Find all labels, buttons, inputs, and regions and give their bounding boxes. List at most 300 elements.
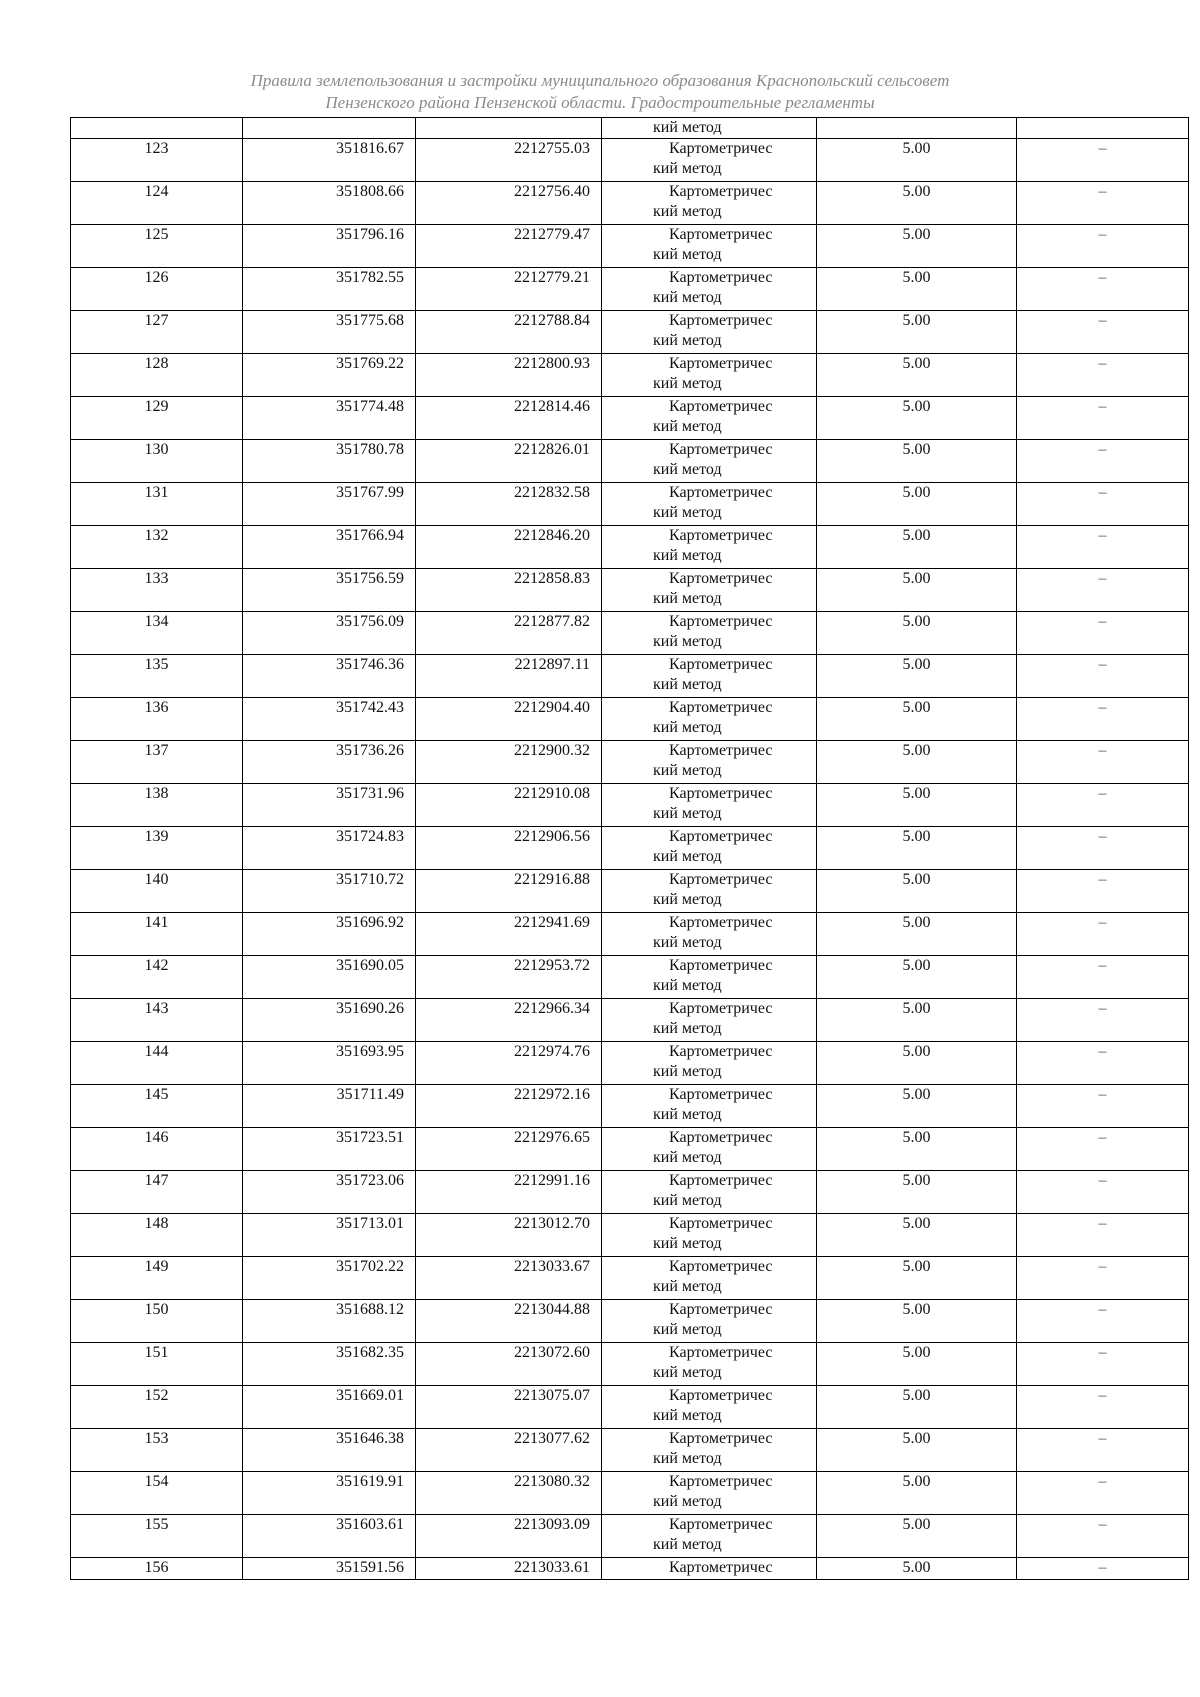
note-cell: – — [1017, 956, 1189, 999]
method-cell — [602, 268, 817, 311]
method-cell — [602, 870, 817, 913]
point-number-cell: 146 — [71, 1128, 243, 1171]
precision-cell: 5.00 — [817, 1429, 1017, 1472]
point-number-cell: 132 — [71, 526, 243, 569]
x-coordinate-cell: 351693.95 — [243, 1042, 416, 1085]
y-coordinate-cell: 2213012.70 — [416, 1214, 602, 1257]
method-cell — [602, 956, 817, 999]
note-cell: – — [1017, 1085, 1189, 1128]
method-text-line-1: Картометричес — [669, 613, 773, 630]
method-text-line-2: кий метод — [653, 1106, 722, 1123]
y-coordinate-cell: 2212832.58 — [416, 483, 602, 526]
method-text-line-1: Картометричес — [669, 1473, 773, 1490]
y-coordinate-cell: 2212779.47 — [416, 225, 602, 268]
method-text-line-1: Картометричес — [669, 871, 773, 888]
table-row — [71, 1300, 1189, 1343]
method-cell — [602, 354, 817, 397]
table-row — [71, 956, 1189, 999]
table-row — [71, 1214, 1189, 1257]
x-coordinate-cell: 351766.94 — [243, 526, 416, 569]
point-number-cell: 156 — [71, 1558, 243, 1580]
x-coordinate-cell: 351774.48 — [243, 397, 416, 440]
note-cell: – — [1017, 397, 1189, 440]
method-cell — [602, 1343, 817, 1386]
note-cell: – — [1017, 1472, 1189, 1515]
method-text-line-2: кий метод — [653, 547, 722, 564]
note-cell: – — [1017, 1386, 1189, 1429]
table-row — [71, 1515, 1189, 1558]
precision-cell: 5.00 — [817, 999, 1017, 1042]
x-coordinate-cell: 351723.51 — [243, 1128, 416, 1171]
point-number-cell: 147 — [71, 1171, 243, 1214]
table-row — [71, 483, 1189, 526]
table-row — [71, 139, 1189, 182]
x-coordinate-cell: 351724.83 — [243, 827, 416, 870]
x-coordinate-cell: 351742.43 — [243, 698, 416, 741]
table-row — [71, 999, 1189, 1042]
cell-empty — [243, 118, 416, 139]
point-number-cell: 144 — [71, 1042, 243, 1085]
continued-method-cell — [602, 118, 817, 139]
y-coordinate-cell: 2212858.83 — [416, 569, 602, 612]
x-coordinate-cell: 351736.26 — [243, 741, 416, 784]
method-text-line-1: Картометричес — [669, 1129, 773, 1146]
x-coordinate-cell: 351816.67 — [243, 139, 416, 182]
method-text-line-1: Картометричес — [669, 1430, 773, 1447]
x-coordinate-cell: 351619.91 — [243, 1472, 416, 1515]
x-coordinate-cell: 351769.22 — [243, 354, 416, 397]
method-cell — [602, 483, 817, 526]
x-coordinate-cell: 351775.68 — [243, 311, 416, 354]
table-row — [71, 870, 1189, 913]
y-coordinate-cell: 2212953.72 — [416, 956, 602, 999]
method-cell — [602, 569, 817, 612]
method-text-line-1: Картометричес — [669, 828, 773, 845]
y-coordinate-cell: 2212966.34 — [416, 999, 602, 1042]
note-cell: – — [1017, 311, 1189, 354]
point-number-cell: 128 — [71, 354, 243, 397]
method-text-line-2: кий метод — [653, 1493, 722, 1510]
point-number-cell: 153 — [71, 1429, 243, 1472]
y-coordinate-cell: 2212814.46 — [416, 397, 602, 440]
y-coordinate-cell: 2212779.21 — [416, 268, 602, 311]
method-text-line-1: Картометричес — [669, 957, 773, 974]
method-text-line-1: Картометричес — [669, 1086, 773, 1103]
precision-cell: 5.00 — [817, 440, 1017, 483]
note-cell: – — [1017, 1558, 1189, 1580]
precision-cell: 5.00 — [817, 354, 1017, 397]
method-cell — [602, 1386, 817, 1429]
method-text-line-1: Картометричес — [669, 527, 773, 544]
method-cell — [602, 1171, 817, 1214]
y-coordinate-cell: 2212991.16 — [416, 1171, 602, 1214]
method-text-line-1: Картометричес — [669, 1344, 773, 1361]
method-text-line-2: кий метод — [653, 289, 722, 306]
precision-cell: 5.00 — [817, 268, 1017, 311]
method-text-line-2: кий метод — [653, 246, 722, 263]
note-cell: – — [1017, 913, 1189, 956]
point-number-cell: 130 — [71, 440, 243, 483]
note-cell: – — [1017, 1515, 1189, 1558]
precision-cell: 5.00 — [817, 1300, 1017, 1343]
note-cell: – — [1017, 870, 1189, 913]
note-cell: – — [1017, 741, 1189, 784]
x-coordinate-cell: 351746.36 — [243, 655, 416, 698]
precision-cell: 5.00 — [817, 612, 1017, 655]
method-text-line-2: кий метод — [653, 1407, 722, 1424]
y-coordinate-cell: 2212877.82 — [416, 612, 602, 655]
method-text-line-2: кий метод — [653, 719, 722, 736]
x-coordinate-cell: 351603.61 — [243, 1515, 416, 1558]
note-cell: – — [1017, 1128, 1189, 1171]
point-number-cell: 149 — [71, 1257, 243, 1300]
y-coordinate-cell: 2212976.65 — [416, 1128, 602, 1171]
x-coordinate-cell: 351682.35 — [243, 1343, 416, 1386]
x-coordinate-cell: 351713.01 — [243, 1214, 416, 1257]
point-number-cell: 143 — [71, 999, 243, 1042]
table-row — [71, 268, 1189, 311]
note-cell: – — [1017, 1257, 1189, 1300]
precision-cell: 5.00 — [817, 1386, 1017, 1429]
note-cell: – — [1017, 569, 1189, 612]
table-row — [71, 655, 1189, 698]
note-cell: – — [1017, 1042, 1189, 1085]
y-coordinate-cell: 2212910.08 — [416, 784, 602, 827]
precision-cell: 5.00 — [817, 526, 1017, 569]
x-coordinate-cell: 351767.99 — [243, 483, 416, 526]
table-row — [71, 1343, 1189, 1386]
method-text-line-2: кий метод — [653, 332, 722, 349]
y-coordinate-cell: 2212906.56 — [416, 827, 602, 870]
y-coordinate-cell: 2212846.20 — [416, 526, 602, 569]
method-cell — [602, 698, 817, 741]
table-row — [71, 440, 1189, 483]
note-cell: – — [1017, 354, 1189, 397]
method-text-line-2: кий метод — [653, 1364, 722, 1381]
y-coordinate-cell: 2212916.88 — [416, 870, 602, 913]
table-row — [71, 225, 1189, 268]
precision-cell: 5.00 — [817, 784, 1017, 827]
x-coordinate-cell: 351808.66 — [243, 182, 416, 225]
precision-cell: 5.00 — [817, 483, 1017, 526]
table-row — [71, 1558, 1189, 1580]
x-coordinate-cell: 351669.01 — [243, 1386, 416, 1429]
y-coordinate-cell: 2213080.32 — [416, 1472, 602, 1515]
header-line-2: Пензенского района Пензенской области. Градостроительные регламенты — [325, 93, 875, 112]
method-text-line-2: кий метод — [653, 848, 722, 865]
y-coordinate-cell: 2213077.62 — [416, 1429, 602, 1472]
table-row — [71, 1171, 1189, 1214]
point-number-cell: 154 — [71, 1472, 243, 1515]
note-cell: – — [1017, 440, 1189, 483]
note-cell: – — [1017, 1300, 1189, 1343]
precision-cell: 5.00 — [817, 1128, 1017, 1171]
method-text-line-1: Картометричес — [669, 1215, 773, 1232]
table-row — [71, 827, 1189, 870]
method-text-line-1: Картометричес — [669, 1000, 773, 1017]
x-coordinate-cell: 351756.59 — [243, 569, 416, 612]
method-text-line-2: кий метод — [653, 1450, 722, 1467]
method-text-line-2: кий метод — [653, 1321, 722, 1338]
y-coordinate-cell: 2213093.09 — [416, 1515, 602, 1558]
table-row — [71, 526, 1189, 569]
note-cell: – — [1017, 1214, 1189, 1257]
method-cell — [602, 784, 817, 827]
method-text-line-2: кий метод — [653, 805, 722, 822]
y-coordinate-cell: 2212941.69 — [416, 913, 602, 956]
precision-cell: 5.00 — [817, 1515, 1017, 1558]
x-coordinate-cell: 351711.49 — [243, 1085, 416, 1128]
precision-cell: 5.00 — [817, 956, 1017, 999]
method-cell — [602, 741, 817, 784]
table-row — [71, 397, 1189, 440]
table-row — [71, 784, 1189, 827]
method-text-line-2: кий метод — [653, 375, 722, 392]
method-text-line-2: кий метод — [653, 1149, 722, 1166]
method-cell — [602, 827, 817, 870]
x-coordinate-cell: 351646.38 — [243, 1429, 416, 1472]
point-number-cell: 139 — [71, 827, 243, 870]
method-text-line-2: кий метод — [653, 418, 722, 435]
method-cell — [602, 612, 817, 655]
point-number-cell: 136 — [71, 698, 243, 741]
cell-empty — [817, 118, 1017, 139]
method-text-line-1: Картометричес — [669, 1258, 773, 1275]
method-text-line-1: Картометричес — [669, 1387, 773, 1404]
point-number-cell: 134 — [71, 612, 243, 655]
precision-cell: 5.00 — [817, 655, 1017, 698]
y-coordinate-cell: 2212897.11 — [416, 655, 602, 698]
method-text-line-1: Картометричес — [669, 269, 773, 286]
precision-cell: 5.00 — [817, 913, 1017, 956]
method-text-line-2: кий метод — [653, 1278, 722, 1295]
x-coordinate-cell: 351710.72 — [243, 870, 416, 913]
method-text-line-1: Картометричес — [669, 1301, 773, 1318]
point-number-cell: 142 — [71, 956, 243, 999]
table-row — [71, 741, 1189, 784]
precision-cell: 5.00 — [817, 741, 1017, 784]
method-cell — [602, 1257, 817, 1300]
method-text-line-1: Картометричес — [669, 1559, 773, 1576]
method-text-line-2: кий метод — [653, 1020, 722, 1037]
method-cell — [602, 182, 817, 225]
method-cell — [602, 913, 817, 956]
method-text-line-2: кий метод — [653, 1192, 722, 1209]
method-cell — [602, 1472, 817, 1515]
y-coordinate-cell: 2212900.32 — [416, 741, 602, 784]
method-text-line-1: Картометричес — [669, 398, 773, 415]
table-row — [71, 1257, 1189, 1300]
method-text-line-2: кий метод — [653, 1063, 722, 1080]
method-text-line-1: Картометричес — [669, 226, 773, 243]
y-coordinate-cell: 2213072.60 — [416, 1343, 602, 1386]
y-coordinate-cell: 2213033.61 — [416, 1558, 602, 1580]
x-coordinate-cell: 351731.96 — [243, 784, 416, 827]
cell-empty — [71, 118, 243, 139]
method-cell — [602, 1128, 817, 1171]
note-cell: – — [1017, 999, 1189, 1042]
table-row — [71, 354, 1189, 397]
table-row — [71, 182, 1189, 225]
note-cell: – — [1017, 1429, 1189, 1472]
note-cell: – — [1017, 698, 1189, 741]
point-number-cell: 151 — [71, 1343, 243, 1386]
method-text-line-2: кий метод — [653, 1235, 722, 1252]
method-text-line-1: Картометричес — [669, 1516, 773, 1533]
continued-row — [71, 118, 1189, 139]
table-row — [71, 1042, 1189, 1085]
method-text-line-2: кий метод — [653, 504, 722, 521]
point-number-cell: 152 — [71, 1386, 243, 1429]
method-text-line-1: Картометричес — [669, 699, 773, 716]
method-cell — [602, 1214, 817, 1257]
x-coordinate-cell: 351723.06 — [243, 1171, 416, 1214]
method-cell — [602, 655, 817, 698]
note-cell: – — [1017, 1343, 1189, 1386]
precision-cell: 5.00 — [817, 1085, 1017, 1128]
precision-cell: 5.00 — [817, 139, 1017, 182]
point-number-cell: 140 — [71, 870, 243, 913]
table-row — [71, 698, 1189, 741]
y-coordinate-cell: 2212974.76 — [416, 1042, 602, 1085]
method-cell — [602, 999, 817, 1042]
table-row — [71, 1386, 1189, 1429]
precision-cell: 5.00 — [817, 1472, 1017, 1515]
precision-cell: 5.00 — [817, 311, 1017, 354]
method-cell — [602, 526, 817, 569]
point-number-cell: 126 — [71, 268, 243, 311]
x-coordinate-cell: 351696.92 — [243, 913, 416, 956]
method-cell — [602, 1300, 817, 1343]
method-text-line-2: кий метод — [653, 160, 722, 177]
point-number-cell: 124 — [71, 182, 243, 225]
table-row — [71, 913, 1189, 956]
coordinates-table-body — [71, 118, 1189, 1580]
table-row — [71, 1128, 1189, 1171]
table-row — [71, 569, 1189, 612]
note-cell: – — [1017, 483, 1189, 526]
table-row — [71, 311, 1189, 354]
precision-cell: 5.00 — [817, 1042, 1017, 1085]
method-text-line-1: Картометричес — [669, 1043, 773, 1060]
method-cell — [602, 139, 817, 182]
point-number-cell: 145 — [71, 1085, 243, 1128]
method-cell — [602, 1042, 817, 1085]
method-text-line-2: кий метод — [653, 203, 722, 220]
point-number-cell: 133 — [71, 569, 243, 612]
x-coordinate-cell: 351690.26 — [243, 999, 416, 1042]
precision-cell: 5.00 — [817, 569, 1017, 612]
x-coordinate-cell: 351688.12 — [243, 1300, 416, 1343]
point-number-cell: 155 — [71, 1515, 243, 1558]
coordinates-table — [70, 117, 1189, 1580]
method-cell — [602, 397, 817, 440]
header-line-1: Правила землепользования и застройки муниципального образования Краснопольский сельсовет — [250, 71, 950, 90]
x-coordinate-cell: 351756.09 — [243, 612, 416, 655]
y-coordinate-cell: 2212755.03 — [416, 139, 602, 182]
y-coordinate-cell: 2212756.40 — [416, 182, 602, 225]
y-coordinate-cell: 2213033.67 — [416, 1257, 602, 1300]
table-row — [71, 612, 1189, 655]
point-number-cell: 125 — [71, 225, 243, 268]
note-cell: – — [1017, 784, 1189, 827]
y-coordinate-cell: 2212904.40 — [416, 698, 602, 741]
method-text-line-2: кий метод — [653, 590, 722, 607]
point-number-cell: 138 — [71, 784, 243, 827]
note-cell: – — [1017, 139, 1189, 182]
point-number-cell: 127 — [71, 311, 243, 354]
point-number-cell: 123 — [71, 139, 243, 182]
method-text-line-2: кий метод — [653, 1536, 722, 1553]
method-text-line-2: кий метод — [653, 461, 722, 478]
table-row — [71, 1472, 1189, 1515]
note-cell: – — [1017, 268, 1189, 311]
method-cell — [602, 1429, 817, 1472]
point-number-cell: 131 — [71, 483, 243, 526]
method-cell — [602, 311, 817, 354]
note-cell: – — [1017, 526, 1189, 569]
method-cell — [602, 225, 817, 268]
point-number-cell: 137 — [71, 741, 243, 784]
continued-method-text: кий метод — [653, 119, 722, 136]
x-coordinate-cell: 351591.56 — [243, 1558, 416, 1580]
method-text-line-1: Картометричес — [669, 484, 773, 501]
method-cell — [602, 1558, 817, 1580]
precision-cell: 5.00 — [817, 1214, 1017, 1257]
method-cell — [602, 1085, 817, 1128]
method-text-line-2: кий метод — [653, 762, 722, 779]
precision-cell: 5.00 — [817, 1558, 1017, 1580]
x-coordinate-cell: 351702.22 — [243, 1257, 416, 1300]
method-text-line-1: Картометричес — [669, 140, 773, 157]
method-cell — [602, 1515, 817, 1558]
method-text-line-1: Картометричес — [669, 355, 773, 372]
precision-cell: 5.00 — [817, 225, 1017, 268]
point-number-cell: 148 — [71, 1214, 243, 1257]
page-header — [0, 70, 1200, 114]
method-text-line-1: Картометричес — [669, 312, 773, 329]
method-text-line-1: Картометричес — [669, 742, 773, 759]
note-cell: – — [1017, 1171, 1189, 1214]
y-coordinate-cell: 2213075.07 — [416, 1386, 602, 1429]
precision-cell: 5.00 — [817, 182, 1017, 225]
point-number-cell: 150 — [71, 1300, 243, 1343]
y-coordinate-cell: 2213044.88 — [416, 1300, 602, 1343]
point-number-cell: 135 — [71, 655, 243, 698]
method-text-line-1: Картометричес — [669, 785, 773, 802]
y-coordinate-cell: 2212788.84 — [416, 311, 602, 354]
method-text-line-1: Картометричес — [669, 570, 773, 587]
precision-cell: 5.00 — [817, 827, 1017, 870]
point-number-cell: 129 — [71, 397, 243, 440]
method-text-line-2: кий метод — [653, 891, 722, 908]
method-text-line-1: Картометричес — [669, 656, 773, 673]
note-cell: – — [1017, 182, 1189, 225]
y-coordinate-cell: 2212800.93 — [416, 354, 602, 397]
method-text-line-1: Картометричес — [669, 1172, 773, 1189]
precision-cell: 5.00 — [817, 397, 1017, 440]
precision-cell: 5.00 — [817, 1343, 1017, 1386]
method-text-line-1: Картометричес — [669, 914, 773, 931]
precision-cell: 5.00 — [817, 870, 1017, 913]
note-cell: – — [1017, 655, 1189, 698]
method-text-line-2: кий метод — [653, 977, 722, 994]
table-row — [71, 1085, 1189, 1128]
table-row — [71, 1429, 1189, 1472]
method-text-line-2: кий метод — [653, 633, 722, 650]
method-cell — [602, 440, 817, 483]
precision-cell: 5.00 — [817, 698, 1017, 741]
